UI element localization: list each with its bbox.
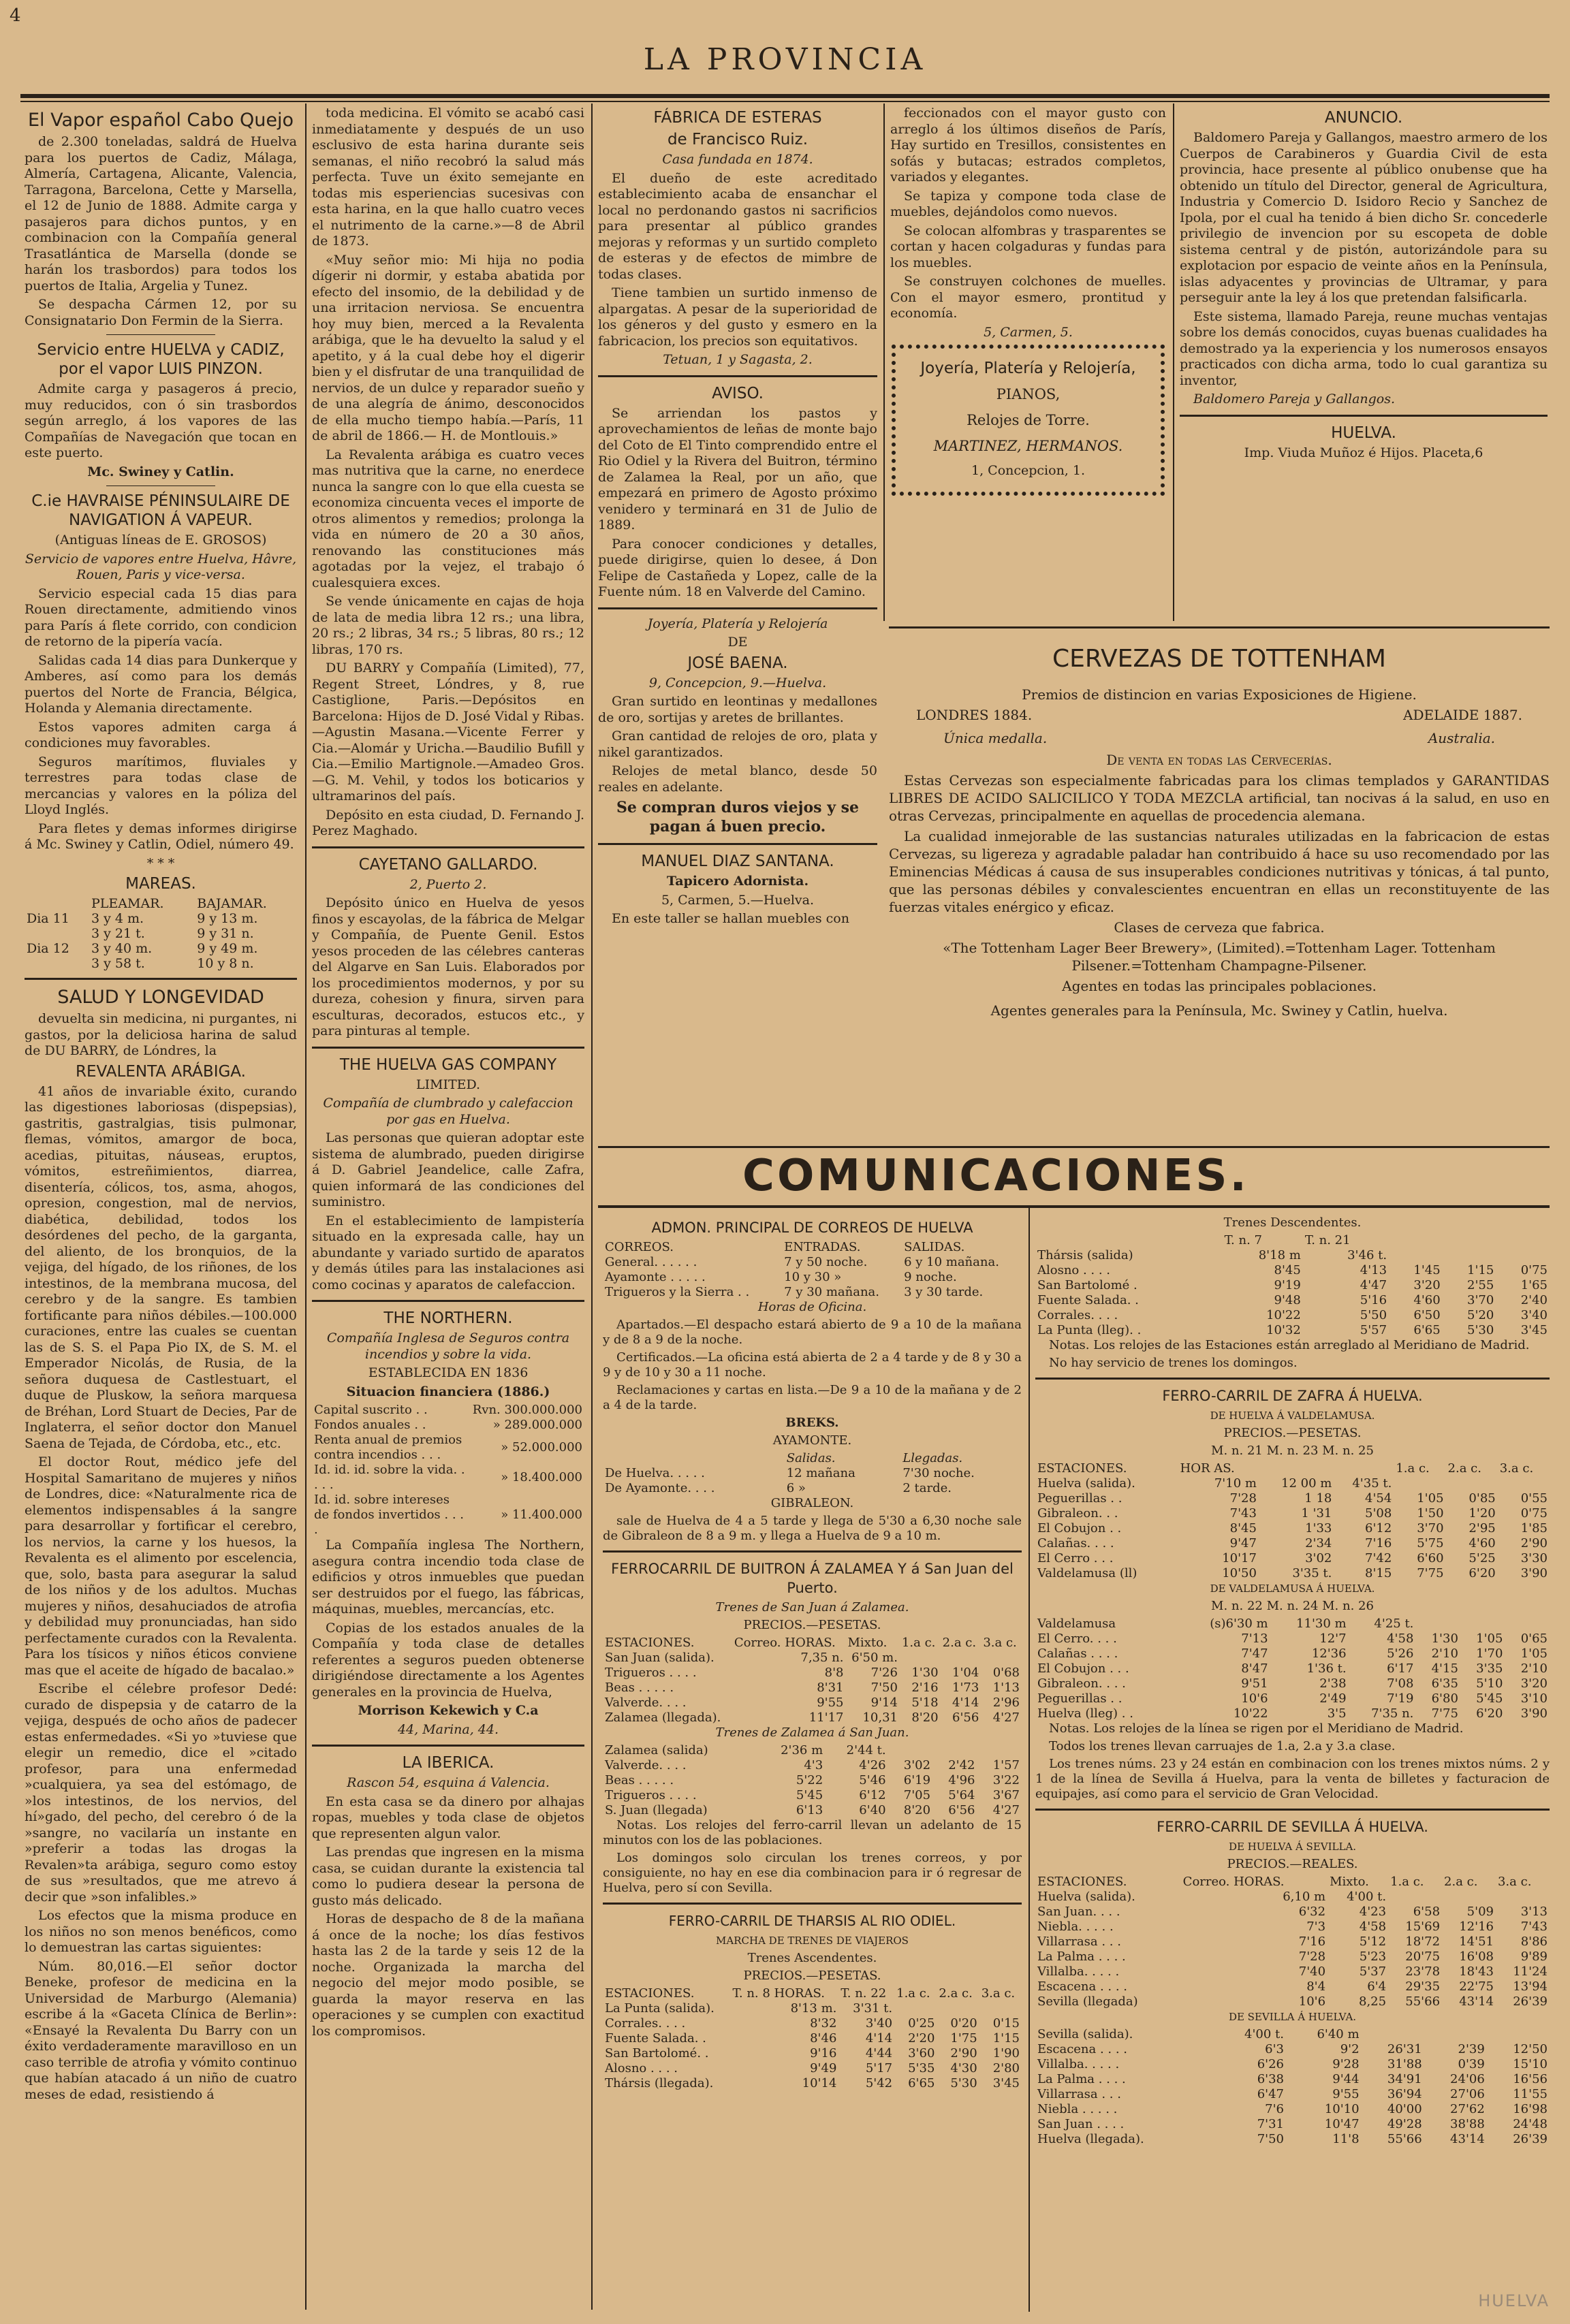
tharsis-asc: Trenes Ascendentes. (747, 1951, 877, 1965)
pinzon-title: Servicio entre HUELVA y CADIZ, por el vapor LUIS PINZON. (37, 341, 285, 378)
baena-p3: Relojes de metal blanco, desde 50 reales en adelante. (598, 763, 877, 795)
zafra-sub: DE HUELVA Á VALDELAMUSA. (1210, 1410, 1375, 1422)
table-row: 3 y 21 t. 9 y 31 n. (91, 926, 254, 941)
revalenta-cont-p1: toda medicina. El vómito se acabó casi inmediatamente y después de un uso esclusivo de esta harina durante seis semanas, el niño recobró la salud más perfecta. Tuve un éxito semejante en todas mis esperiencias sucesivas con esta harina, en la que hallo cuatro veces el nutrimento de la carne.»—8 de Abril de 1873. (312, 106, 584, 249)
column-divider (1173, 104, 1174, 621)
table-row: La Palma . . . . 7'28 5'23 20'75 16'08 9'89 (1037, 1949, 1548, 1964)
table-row: Corrales. . . . 10'22 5'50 6'50 5'20 3'40 (1037, 1308, 1548, 1322)
havraise-p5: Para fletes y demas informes dirigirse á Mc. Swiney y Catlin, Odiel, número 49. (25, 821, 297, 852)
havraise-p2: Salidas cada 14 dias para Dunkerque y Amberes, así como para los demás puertos del Norte de Francia, Bélgica, Holanda y Alemania directamente. (25, 652, 297, 716)
anuncio-body: Baldomero Pareja y Gallangos, maestro armero de los Cuerpos de Carabineros y Guardia Civil de esta provincia, hace presente al público onubense que ha obtenido un título del Director, general de Agricultura, Industria y Comercio D. Isidoro Recio y Sanchez de Ipola, por el cual ha tenido á bien dicho Sr. concederle privilegio de invencion por su escopeta de doble sistema central y de pistón, autorizándole para su explotacion por espacio de veinte años en la Península, islas adyacentes y provincias de Ultramar, y para perseguir ante la ley á los que pretendan falsificarla. (1180, 130, 1548, 305)
zafra-title: FERRO-CARRIL DE ZAFRA Á HUELVA. (1162, 1388, 1423, 1404)
baena-name: JOSÉ BAENA. (687, 654, 788, 672)
column-divider (305, 104, 307, 2310)
northern-tagline: Compañía Inglesa de Seguros contra incendios y sobre la vida. (326, 1331, 570, 1362)
jewel-line-1: Joyería, Platería y Relojería, (920, 360, 1136, 377)
table-row: Alosno . . . . 8'45 4'13 1'45 1'15 0'75 (1037, 1263, 1548, 1277)
table-row: Id. id. id. sobre la vida. . . . . » 18.400.000 (314, 1463, 582, 1492)
table-row: Alosno . . . . 9'49 5'17 5'35 4'30 2'80 (605, 2061, 1020, 2075)
esteras-title: FÁBRICA DE ESTERAS (653, 109, 822, 127)
tottenham-agentes: Agentes en todas las principales poblaciones. (1062, 978, 1377, 994)
comunicaciones-rule-bottom (598, 1205, 1550, 1208)
zafra-mn-2: M. n. 22 M. n. 24 M. n. 26 (1211, 1599, 1374, 1613)
revalenta-cont-p4: Se vende únicamente en cajas de hoja de lata de media libra 12 rs.; una libra, 20 rs.; 2 libras, 34 rs.; 5 libras, 80 rs.; 12 libras, 170 rs. (312, 594, 584, 657)
table-row: Huelva (salida). 6,10 m 4'00 t. (1037, 1890, 1387, 1904)
table-row: Trigueros . . . . 8'8 7'26 1'30 1'04 0'68 (605, 1666, 1020, 1680)
northern-financial: Situacion financiera (1886.) (346, 1384, 550, 1399)
jewel-line-2: PIANOS, (996, 386, 1061, 402)
table-row: Peguerillas . . 7'28 1 18 4'54 1'05 0'85 0'55 (1037, 1491, 1548, 1506)
cabo-quejo-title: El Vapor español Cabo Quejo (27, 110, 294, 131)
diaz-subtitle: Tapicero Adornista. (666, 874, 809, 889)
table-row: San Juan . . . . 7'31 10'47 49'28 38'88 24'48 (1037, 2117, 1548, 2131)
table-row: Beas . . . . . 8'31 7'50 2'16 1'73 1'13 (605, 1681, 1020, 1695)
correos-reclamaciones: Reclamaciones y cartas en lista.—De 9 a 10 de la mañana y de 2 a 4 de la tarde. (603, 1383, 1022, 1412)
zafra-table-1: ESTACIONES. HOR AS. 1.a c. 2.a c. 3.a c. Huelva (salida). 7'10 m 12 00 m 4'35 t. Peguerillas . . 7'28 1 18 4'54 1'05 0'85 0'55 Gibraleon. . . 7'43 1 '31 5'08 1'50 1'20 0'75 El Cobujon . . 8'45 1'33 6'12 3'70 2'95 1'85 Calañas. . . . 9'47 2'34 7'16 5'75 4'60 2'90 El Cerro . . . 10'17 3'02 7'42 6'60 5'25 3'30 Valdelamusa (ll) 10'50 3'35 t. 8'15 7'75 6'20 3'90 (1035, 1461, 1550, 1581)
column-5 (1180, 106, 1548, 623)
table-row: El Cerro . . . 10'17 3'02 7'42 6'60 5'25 3'30 (1037, 1551, 1548, 1565)
diaz-cont-p4: Se construyen colchones de muelles. Con el mayor esmero, prontitud y economía. (890, 274, 1166, 321)
northern-table (312, 1403, 584, 1538)
correos-apartados: Apartados.—El despacho estará abierto de 9 a 10 de la mañana y de 8 a 9 de la noche. (603, 1318, 1022, 1347)
northern-address: 44, Marina, 44. (397, 1721, 499, 1737)
table-row: Niebla . . . . . 7'6 10'10 40'00 27'62 16'98 (1037, 2102, 1548, 2116)
diaz-cont-p1: feccionados con el mayor gusto con arreglo á los últimos diseños de París, Hay surtido en Tresillos, consistentes en sofás y butacas; estrados completos, variados y elegantes. (890, 106, 1166, 185)
gallardo-title: CAYETANO GALLARDO. (358, 855, 538, 874)
pinzon-body: Admite carga y pasageros á precio, muy reducidos, con ó sin trasbordos según arreglo, á los vapores de las Compañías de Navegación que tocan en este puerto. (25, 381, 297, 460)
breks-title: BREKS. (785, 1416, 839, 1430)
tottenham-australia: Australia. (1428, 730, 1495, 746)
tottenham-premios: Premios de distincion en varias Exposiciones de Higiene. (1022, 686, 1417, 703)
table-row: Villarrasa . . . 6'47 9'55 36'94 27'06 11'55 (1037, 2087, 1548, 2101)
correos-horas: Horas de Oficina. (757, 1300, 867, 1314)
zafra-clases: Todos los trenes llevan carruajes de 1.a, 2.a y 3.a clase. (1049, 1739, 1396, 1753)
sevilla-table-2 (1035, 2027, 1550, 2147)
gas-title: THE HUELVA GAS COMPANY (339, 1055, 557, 1074)
buitron-sub: Trenes de San Juan á Zalamea. (715, 1600, 909, 1614)
iberica-address: Rascon 54, esquina á Valencia. (347, 1775, 550, 1790)
tharsis-table: ESTACIONES. T. n. 8 HORAS. T. n. 22 1.a c. 2.a c. 3.a c. La Punta (salida). 8'13 m. 3'31 t. Corrales. . . . 8'32 3'40 0'25 0'20 0'15 Fuente Salada. . 8'46 4'14 2'20 1'75 1'15 San Bartolomé. . 9'16 4'44 3'60 2'90 1'90 Alosno . . . . 9'49 5'17 5'35 4'30 2'80 Thársis (llegada). 10'14 5'42 6'65 5'30 3'45 (603, 1986, 1022, 2091)
tharsis-precios: PRECIOS.—PESETAS. (743, 1969, 881, 1983)
baena-p4: Se compran duros viejos y se pagan á buen precio. (616, 799, 860, 835)
table-row: Villalba. . . . . 6'26 9'28 31'88 0'39 15'10 (1037, 2057, 1548, 2071)
northern-p2: Copias de los estados anuales de la Compañía y toda clase de detalles referentes a seguros pueden obtenerse dirigiéndose directamente a los Agentes generales en la provincia de Huelva, (312, 1620, 584, 1700)
havraise-p4: Seguros marítimos, fluviales y terrestres para todas clase de mercancias y valores en la póliza del Lloyd Inglés. (25, 754, 297, 817)
northern-signature: Morrison Kekewich y C.a (358, 1703, 539, 1718)
table-row: San Juan. . . . 6'32 4'23 6'58 5'09 3'13 (1037, 1905, 1548, 1919)
timetables-right (1035, 1215, 1550, 2312)
zafra-mn: M. n. 21 M. n. 23 M. n. 25 (1211, 1444, 1374, 1458)
martinez-jewelry-box (892, 345, 1165, 496)
table-row: Capital suscrito . . Rvn. 300.000.000 (314, 1403, 582, 1417)
tharsis-title: FERRO-CARRIL DE THARSIS AL RIO ODIEL. (668, 1913, 956, 1929)
diaz-cont-address: 5, Carmen, 5. (984, 324, 1073, 340)
tottenham-rule (889, 626, 1550, 628)
table-row: Thársis (salida) 8'18 m 3'46 t. (1037, 1248, 1387, 1262)
table-row: Thársis (llegada). 10'14 5'42 6'65 5'30 3'45 (605, 2076, 1020, 2090)
havraise-service: Servicio de vapores entre Huelva, Hâvre, Rouen, Paris y vice-versa. (25, 551, 297, 582)
tottenham-p2: La cualidad inmejorable de las sustancias naturales utilizadas en la fabricacion de estas Cervezas, su ligereza y agradable paladar han contribuido á hace su uso recomendado por las Eminencias Médicas á causa de sus insuperables condiciones nutritivas y tónicas, á tal punto, que las personas débiles y convalescientes encuentran en ellas un reconstituyente de las fuerzas vitales enérgico y eficaz. (889, 828, 1550, 915)
masthead: LA PROVINCIA (643, 42, 927, 77)
northern-established: ESTABLECIDA EN 1836 (368, 1365, 529, 1380)
tottenham-brands: «The Tottenham Lager Beer Brewery», (Limited).=Tottenham Lager. Tottenham Pilsener.=Tottenham Champagne-Pilsener. (943, 940, 1496, 974)
iberica-p2: Las prendas que ingresen en la misma casa, se cuidan durante la existencia tal como lo pudiera desear la persona de gusto más delicado. (312, 1845, 584, 1908)
salud-p2: El doctor Rout, médico jefe del Hospital Samaritano de mujeres y niños de Londres, dice: «Naturalmente rica de elementos indispensables á la sangre para desarrollar y fortificar el cerebro, los nervios, la carne y los huesos, la Revalenta es el alimento por escelencia, que, solo, basta para asegurar la salud de los niños y de los adultos. Muchas mujeres y niños, desahuciados de atrofia y debilidad muy pronunciadas, han sido perfectamente curados con la Revalenta. Para los tísicos y niños éticos conviene mas que el aceite de hígado de bacalao.» (25, 1454, 297, 1678)
table-row: Niebla. . . . . 7'3 4'58 15'69 12'16 7'43 (1037, 1920, 1548, 1934)
table-row: Zalamea (salida) 2'36 m 2'44 t. (605, 1743, 886, 1757)
tottenham-generales: Agentes generales para la Península, Mc. Swiney y Catlin, huelva. (990, 1002, 1448, 1019)
tottenham-p1: Estas Cervezas son especialmente fabricadas para los climas templados y GARANTIDAS LIBRES DE ACIDO SALICILICO Y TODA MEZCLA artificial, tan nocivas á la salud, en uso en otras Cervezas, principalmente en aquellas de procedencia alemana. (889, 772, 1550, 824)
page-number: 4 (10, 5, 21, 26)
esteras-title-2: de Francisco Ruiz. (667, 131, 808, 148)
sevilla-title: FERRO-CARRIL DE SEVILLA Á HUELVA. (1157, 1819, 1428, 1835)
table-row: Calañas. . . . 9'47 2'34 7'16 5'75 4'60 2'90 (1037, 1536, 1548, 1550)
table-row: Gibraleon. . . . 9'51 2'38 7'08 6'35 5'10 3'20 (1037, 1676, 1548, 1691)
revalenta-cont-p3: La Revalenta arábiga es cuatro veces mas nutritiva que la carne, no enerdece nunca la sangre con lo que ella cuesta se economiza cincuenta veces el importe de otros alimentos y remedios; prolonga la vida en número de 20 a 30 años, renovando las constituciones más agotadas por la vejez, el trabajo ó cualesquiera exces. (312, 447, 584, 590)
buitron-title: FERROCARRIL DE BUITRON Á ZALAMEA Y á San Juan del Puerto. (611, 1561, 1014, 1596)
table-row: Sevilla (salida). 4'00 t. 6'40 m (1037, 2027, 1360, 2041)
havraise-p1: Servicio especial cada 15 dias para Rouen directamente, admitiendo vinos para París á flete corrido, con condicion de retorno de la pipería vacía. (25, 586, 297, 649)
revalenta-cont-p6: Depósito en esta ciudad, D. Fernando J. Perez Maghado. (312, 807, 584, 838)
aviso-title: AVISO. (712, 384, 764, 402)
column-divider (591, 104, 593, 2310)
table-row: De Ayamonte. . . . 6 » 2 tarde. (605, 1481, 952, 1495)
buitron-table-2 (603, 1743, 1022, 1818)
table-row: San Bartolomé. . 9'16 4'44 3'60 2'90 1'90 (605, 2046, 1020, 2060)
iberica-title: LA IBERICA. (402, 1754, 494, 1772)
table-row: Escacena . . . . 8'4 6'4 29'35 22'75 13'94 (1037, 1979, 1548, 1994)
table-row: El Cerro. . . . 7'13 12'7 4'58 1'30 1'05 0'65 (1037, 1631, 1548, 1646)
sevilla-sub: DE HUELVA Á SEVILLA. (1228, 1841, 1357, 1853)
havraise-title: C.ie HAVRAISE PÉNINSULAIRE DE NAVIGATION Á VAPEUR. (31, 492, 290, 529)
tharsis-sub: MARCHA DE TRENES DE VIAJEROS (716, 1935, 909, 1947)
baena-p1: Gran surtido en leontinas y medallones de oro, sortijas y aretes de brillantes. (598, 694, 877, 725)
table-row: Valdelamusa (s)6'30 m 11'30 m 4'25 t. (1037, 1617, 1414, 1631)
correos-title: ADMON. PRINCIPAL DE CORREOS DE HUELVA (651, 1220, 973, 1236)
table-row: San Bartolomé . 9'19 4'47 3'20 2'55 1'65 (1037, 1278, 1548, 1292)
table-row: Peguerillas . . 10'6 2'49 7'19 6'80 5'45 3'10 (1037, 1691, 1548, 1706)
zafra-table-2 (1035, 1617, 1550, 1721)
desc-domingos: No hay servicio de trenes los domingos. (1049, 1356, 1298, 1370)
salud-p1: 41 años de invariable éxito, curando las digestiones laboriosas (dispepsias), gastritis, gastralgias, tisis pulmonar, flemas, vómitos, amargor de boca, acedias, pituitas, náuseas, eruptos, vómitos, estreñimientos, diarrea, disentería, cólicos, tos, asma, ahogos, opresion, congestion, mal de nervios, diabética, debilidad, todos los desórdenes del pecho, de la garganta, del aliento, de los bronquios, de la vejiga, del hígado, de los riñones, de los intestinos, de la membrana mucosa, del cerebro y de la sangre. Es tambien fortificante para niños débiles.—100.000 curaciones, entre las cuales se cuentan las de S. S. el Papa Pio IX, de S. M. el Emperador Nicolás, de Rusia, de la señora duquesa de Castlestuart, el duque de Pluskow, la señora marquesa de Bréhan, Lord Stuart de Decies, Par de Inglaterra, el señor doctor don Manuel Saena de Tejada, de Córdoba, etc., etc. (25, 1083, 297, 1451)
table-row: La Palma . . . . 6'38 9'44 34'91 24'06 16'56 (1037, 2072, 1548, 2086)
table-row: Id. id. sobre intereses de fondos invertidos . . . . » 11.400.000 (314, 1493, 582, 1537)
diaz-cont-p2: Se tapiza y compone toda clase de muebles, dejándolos como nuevos. (890, 188, 1166, 219)
esteras-address: Tetuan, 1 y Sagasta, 2. (663, 352, 813, 367)
buitron-notas: Notas. Los relojes del ferro-carril llevan un adelanto de 15 minutos con los de las poblaciones. (603, 1818, 1022, 1847)
zafra-precios: PRECIOS.—PESETAS. (1223, 1426, 1362, 1440)
table-row: Calañas . . . . 7'47 12'36 5'26 2'10 1'70 1'05 (1037, 1646, 1548, 1661)
sevilla-sub-2: DE SEVILLA Á HUELVA. (1228, 2011, 1357, 2023)
table-row: S. Juan (llegada) 6'13 6'40 8'20 6'56 4'27 (605, 1803, 1020, 1817)
aviso-p1: Se arriendan los pastos y aprovechamientos de leñas de monte bajo del Coto de El Tinto comprendido entre el Rio Odiel y la Rivera del Buitron, término de Zalamea la Real, por un año, que empezará en primero de Agosto próximo venidero y terminará en 31 de Julio de 1889. (598, 405, 877, 532)
column-3 (598, 106, 877, 1147)
tottenham-clases: Clases de cerveza que fabrica. (1114, 919, 1325, 936)
tottenham-ad (889, 637, 1550, 1022)
table-row: Valdelamusa (ll) 10'50 3'35 t. 8'15 7'75 6'20 3'90 (1037, 1566, 1548, 1580)
table-row: Dia 12 3 y 40 m. 9 y 49 m. (27, 941, 258, 956)
iberica-p1: En esta casa se da dinero por alhajas ropas, muebles y toda clase de objetos que representen algun valor. (312, 1794, 584, 1841)
column-divider (883, 104, 885, 621)
table-row: Huelva (lleg) . . 10'22 3'5 7'35 n. 7'75 6'20 3'90 (1037, 1706, 1548, 1721)
gibraleon-text: sale de Huelva de 4 a 5 tarde y llega de 5'30 a 6,30 noche sale de Gibraleon de 8 a 9 m. y llega a Huelva de 9 a 10 m. (603, 1514, 1022, 1543)
diaz-p1: En este taller se hallan muebles con (612, 911, 849, 926)
stars-divider: * * * (146, 855, 175, 871)
tide-table (25, 896, 297, 971)
esteras-founded: Casa fundada en 1874. (662, 152, 813, 167)
zafra-sub-2: DE VALDELAMUSA Á HUELVA. (1210, 1582, 1375, 1595)
salud-p3: Escribe el célebre profesor Dedé: curado de dispepsia y de catarro de la vejiga, después de ocho años de padecer estas enfermedades. «Si yo »tuviese que elegir un remedio, dice el »citado profesor, para una enfermedad »cualquiera, ya sea del estómago, de »los intestinos, de los nervios, del hí»gado, del pecho, del cerebro ó de la »sangre, no vacilaría un instante en »preferir a todas las drogas la Revalen»ta arábiga, seguro como estoy de sus »resultados, que me atrevo á decir que »son infalibles.» (25, 1681, 297, 1905)
table-row: La Punta (salida). 8'13 m. 3'31 t. (605, 2001, 893, 2016)
gas-subtitle: LIMITED. (415, 1077, 481, 1092)
jewel-line-5: 1, Concepcion, 1. (971, 463, 1086, 478)
anuncio-title: ANUNCIO. (1324, 109, 1403, 127)
table-row: 3 y 58 t. 10 y 8 n. (91, 956, 254, 971)
buitron-table-1: ESTACIONES. Correo. HORAS. Mixto. 1.a c. 2.a c. 3.a c. San Juan (salida). 7,35 n. 6'50 m. Trigueros . . . . 8'8 7'26 1'30 1'04 0'68 Beas . . . . . 8'31 7'50 2'16 1'73 1'13 Valverde. . . . 9'55 9'14 5'18 4'14 2'96 Zalamea (llegada). 11'17 10,31 8'20 6'56 4'27 (603, 1636, 1022, 1725)
anuncio-body-2: Este sistema, llamado Pareja, reune muchas ventajas sobre los demás conocidos, cuyas buenas cualidades ha demostrado ya la experiencia y los numerosos ensayos practicados con dicha arma, todo lo cual garantiza su inventor, (1180, 308, 1548, 388)
huelva-heading: HUELVA. (1331, 424, 1396, 442)
comunicaciones-title: COMUNICACIONES. (742, 1151, 1249, 1201)
masthead-rule (20, 94, 1550, 98)
column-1 (25, 106, 297, 2312)
masthead-rule-thin (20, 101, 1550, 102)
esteras-p2: Tiene tambien un surtido inmenso de alpargatas. A pesar de la superioridad de los géneros y del gusto y esmero en la fabricacion, los precios son equitativos. (598, 285, 877, 349)
baena-address: 9, Concepcion, 9.—Huelva. (648, 675, 827, 690)
diaz-title: MANUEL DIAZ SANTANA. (641, 853, 834, 870)
gallardo-address: 2, Puerto 2. (409, 876, 487, 892)
salud-p4: Los efectos que la misma produce en los niños no son menos benéficos, como lo demuestran las cartas siguientes: (25, 1908, 297, 1955)
column-2 (312, 106, 584, 2312)
baena-p2: Gran cantidad de relojes de oro, plata y nikel garantizados. (598, 729, 877, 760)
tottenham-title: CERVEZAS DE TOTTENHAM (1052, 645, 1386, 673)
cabo-quejo-dispatch: Se despacha Cármen 12, por su Consignatario Don Fermin de la Sierra. (25, 297, 297, 328)
table-row: Corrales. . . . 8'32 3'40 0'25 0'20 0'15 (605, 2016, 1020, 2031)
northern-title: THE NORTHERN. (383, 1309, 513, 1327)
table-row: Zalamea (llegada). 11'17 10,31 8'20 6'56 4'27 (605, 1710, 1020, 1725)
salud-title: SALUD Y LONGEVIDAD (57, 987, 264, 1008)
jewel-line-4: MARTINEZ, HERMANOS. (933, 438, 1123, 454)
gallardo-body: Depósito único en Huelva de yesos finos y escayolas, de la fábrica de Melgar y Compañía, de Puente Genil. Estos yesos proceden de las célebres canteras del Algarve en San Luis. Elaborados por los procedimientos modernos, y por su dureza, cohesion y finura, sirven para esculturas, decorados, estucos etc., y para pinturas al temple. (312, 895, 584, 1038)
tottenham-unica: Única medalla. (943, 730, 1048, 746)
zafra-combinacion: Los trenes núms. 23 y 24 están en combinacion con los trenes mixtos núms. 2 y 1 de la línea de Sevilla á Huelva, para la venta de billetes y facturacion de equipajes, así como para el servicio de Gran Velocidad. (1035, 1757, 1550, 1801)
sevilla-precios: PRECIOS.—REALES. (1227, 1857, 1358, 1871)
table-row: General. . . . . . 7 y 50 noche. 6 y 10 mañana. (605, 1255, 999, 1269)
table-row: Huelva (salida). 7'10 m 12 00 m 4'35 t. (1037, 1476, 1392, 1491)
havraise-subtitle: (Antiguas líneas de E. GROSOS) (54, 532, 267, 547)
esteras-p1: El dueño de este acreditado establecimiento acaba de ensanchar el local no perdonando gastos ni sacrificios para presentar al público grandes mejoras y reformas y un surtido completo de esteras y de efectos de mimbre de todas clases. (598, 170, 877, 282)
correos-certificados: Certificados.—La oficina está abierta de 2 a 4 tarde y de 8 y 30 a 9 y de 10 y 30 a 11 noche. (603, 1350, 1022, 1380)
table-row: San Juan (salida). 7,35 n. 6'50 m. (605, 1651, 898, 1665)
breks-table: Salidas. Llegadas. De Huelva. . . . . 12 mañana 7'30 noche. De Ayamonte. . . . 6 » 2 tarde. (603, 1451, 1022, 1496)
salud-p5: Núm. 80,016.—El señor doctor Beneke, profesor de medicina en la Universidad de Marburgo (Alemania) escribe á la «Gaceta Clínica de Berlin»: «Ensayé la Revalenta Du Barry con un éxito verdaderamente maravilloso en un caso terrible de atrofia y vómito continuo que habían atacado á un niño de cuatro meses de edad, resistiendo á (25, 1958, 297, 2102)
mareas-title: MAREAS. (125, 875, 196, 893)
imprenta: Imp. Viuda Muñoz é Hijos. Placeta,6 (1244, 445, 1483, 460)
diaz-cont-p3: Se colocan alfombras y trasparentes se cortan y hacen colgaduras y fundas para los muebles. (890, 223, 1166, 270)
cabo-quejo-body: de 2.300 toneladas, saldrá de Huelva para los puertos de Cadiz, Málaga, Almería, Cartagena, Alicante, Valencia, Tarragona, Barcelona, Cette y Marsella, el 12 de Junio de 1888. Admite carga y pasajeros para dichos puntos, y en combinacion con la Compañía general Trasatlántica de Marsella (donde se harán los trasbordos) para todos los puertos de Italia, Argelia y Tunez. (25, 134, 297, 293)
table-row: La Punta (lleg). . 10'32 5'57 6'65 5'30 3'45 (1037, 1323, 1548, 1337)
table-row: Valverde. . . . 4'3 4'26 3'02 2'42 1'57 (605, 1758, 1020, 1772)
baena-de: DE (727, 635, 748, 650)
gibraleon-title: GIBRALEON. (770, 1496, 854, 1510)
buitron-domingos: Los domingos solo circulan los trenes correos, y por consiguiente, no hay en ese dia combinacion para ir ó regresar de Huelva, pero sí con Sevilla. (603, 1851, 1022, 1895)
table-row: Huelva (llegada). 7'50 11'8 55'66 43'14 26'39 (1037, 2132, 1548, 2146)
revalenta-name: REVALENTA ARÁBIGA. (76, 1062, 246, 1081)
jewel-line-3: Relojes de Torre. (967, 412, 1090, 428)
timetables-left (603, 1215, 1022, 2312)
gas-p1: Las personas que quieran adoptar este sistema de alumbrado, pueden dirigirse á D. Gabriel Jeandelice, calle Zafra, quien informará de las condiciones del suministro. (312, 1130, 584, 1209)
buitron-sub-2: Trenes de Zalamea á San Juan. (715, 1725, 909, 1740)
comunicaciones-rule (598, 1146, 1550, 1148)
tottenham-adelaide: ADELAIDE 1887. (1403, 707, 1522, 723)
revalenta-cont-p2: «Muy señor mio: Mi hija no podia dígerir ni dormir, y estaba abatida por efecto del insomio, de la debilidad y de una irritacion nerviosa. Se encuentra hoy muy bien, merced a la Revalenta arábiga, que le ha devuelto la salud y el apetito, y á la cual debe hoy el digerir bien y el disfrutar de una tranquilidad de nervios, de un dulce y reparador sueño y de una alegría de ánimo, desconocidos de ella mucho tiempo había.—París, 11 de abril de 1866.— H. de Montlouis.» (312, 252, 584, 443)
baena-title: Joyería, Platería y Relojería (647, 616, 828, 631)
table-row: Villarrasa . . . 7'16 5'12 18'72 14'51 8'86 (1037, 1935, 1548, 1949)
desc-table: T. n. 7 T. n. 21 Thársis (salida) 8'18 m 3'46 t. Alosno . . . . 8'45 4'13 1'45 1'15 0'75 San Bartolomé . 9'19 4'47 3'20 2'55 1'65 Fuente Salada. . 9'48 5'16 4'60 3'70 2'40 Corrales. . . . 10'22 5'50 6'50 5'20 3'40 La Punta (lleg). . 10'32 5'57 6'65 5'30 3'45 (1035, 1233, 1550, 1338)
gas-tagline: Compañía de clumbrado y calefaccion por gas en Huelva. (323, 1096, 574, 1127)
iberica-p3: Horas de despacho de 8 de la mañana á once de la noche; los días festivos hasta las 2 de la tarde y seis 12 de la noche. Organizada la marcha del negocio del mejor modo posible, se guarda la mayor reserva en las operaciones y se cumplen con exactitud los compromisos. (312, 1911, 584, 2039)
diaz-address: 5, Carmen, 5.—Huelva. (661, 892, 815, 908)
zafra-notas: Notas. Los relojes de la línea se rigen por el Meridiano de Madrid. (1049, 1721, 1464, 1736)
table-row: Fuente Salada. . 8'46 4'14 2'20 1'75 1'15 (605, 2031, 1020, 2046)
table-row: El Cobujon . . 8'45 1'33 6'12 3'70 2'95 1'85 (1037, 1521, 1548, 1535)
table-row: Fondos anuales . . » 289.000.000 (314, 1418, 582, 1432)
desc-notas: Notas. Los relojes de las Estaciones están arreglado al Meridiano de Madrid. (1049, 1338, 1530, 1352)
tottenham-london: LONDRES 1884. (916, 707, 1033, 723)
anuncio-signature: Baldomero Pareja y Gallangos. (1193, 392, 1396, 407)
table-row: Sevilla (llegada) 10'6 8,25 55'66 43'14 26'39 (1037, 1994, 1548, 2009)
table-row: Dia 11 3 y 4 m. 9 y 13 m. (27, 911, 258, 926)
revalenta-cont-p5: DU BARRY y Compañía (Limited), 77, Regent Street, Lóndres, y 8, rue Castiglione, Paris.—Depósitos en Barcelona: Hijos de D. José Vidal y Ribas.—Agustin Masana.—Vicente Ferrer y Cia.—Alomár y Uricha.—Baudilio Bufill y Cia.—Emilio Martignole.—Amadeo Gros.—G. M. Vehil, y todos los boticarios y ultramarinos del país. (312, 660, 584, 803)
table-row: Renta anual de premios contra incendios . . . » 52.000.000 (314, 1433, 582, 1462)
table-row: Villalba. . . . . 7'40 5'37 23'78 18'43 11'24 (1037, 1964, 1548, 1979)
salud-intro: devuelta sin medicina, ni purgantes, ni gastos, por la deliciosa harina de salud de DU BARRY, de Lóndres, la (25, 1011, 297, 1058)
sevilla-table-1: ESTACIONES. Correo. HORAS. Mixto. 1.a c. 2.a c. 3.a c. Huelva (salida). 6,10 m 4'00 t. San Juan. . . . 6'32 4'23 6'58 5'09 3'13 Niebla. . . . . 7'3 4'58 15'69 12'16 7'43 Villarrasa . . . 7'16 5'12 18'72 14'51 8'86 La Palma . . . . 7'28 5'23 20'75 16'08 9'89 Villalba. . . . . 7'40 5'37 23'78 18'43 11'24 Escacena . . . . 8'4 6'4 29'35 22'75 13'94 Sevilla (llegada) 10'6 8,25 55'66 43'14 26'39 (1035, 1875, 1550, 2009)
desc-title: Trenes Descendentes. (1223, 1215, 1362, 1230)
table-row: De Huelva. . . . . 12 mañana 7'30 noche. (605, 1466, 975, 1480)
watermark: HUELVA (1478, 2291, 1550, 2310)
correos-table: CORREOS. ENTRADAS. SALIDAS. General. . . . . . 7 y 50 noche. 6 y 10 mañana. Ayamonte . . . . . 10 y 30 » 9 noche. Trigueros y la Sierra . . 7 y 30 mañana. 3 y 30 tarde. (603, 1240, 1022, 1300)
table-row: El Cobujon . . . 8'47 1'36 t. 6'17 4'15 3'35 2'10 (1037, 1661, 1548, 1676)
buitron-precios: PRECIOS.—PESETAS. (743, 1618, 881, 1632)
table-row: Trigueros y la Sierra . . 7 y 30 mañana. 3 y 30 tarde. (605, 1285, 984, 1299)
aviso-p2: Para conocer condiciones y detalles, puede dirigirse, quien lo desee, á Don Felipe de Castañeda y Lopez, calle de la Fuente núm. 18 en Valverde del Camino. (598, 536, 877, 599)
table-row: Trigueros . . . . 5'45 6'12 7'05 5'64 3'67 (605, 1788, 1020, 1802)
tide-head: PLEAMAR. (91, 896, 164, 911)
table-row: Ayamonte . . . . . 10 y 30 » 9 noche. (605, 1270, 957, 1284)
pinzon-signature: Mc. Swiney y Catlin. (87, 464, 234, 479)
column-4 (890, 106, 1166, 623)
table-row: Beas . . . . . 5'22 5'46 6'19 4'96 3'22 (605, 1773, 1020, 1787)
gas-p2: En el establecimiento de lampistería situado en la expresada calle, hay un abundante y variado surtido de aparatos y demás útiles para las instalaciones asi como cocinas y aparatos de calefaccion. (312, 1213, 584, 1292)
havraise-p3: Estos vapores admiten carga á condiciones muy favorables. (25, 719, 297, 750)
column-divider (1029, 1205, 1030, 2312)
northern-p1: La Compañía inglesa The Northern, asegura contra incendio toda clase de edificios y otros inmuebles que puedan ser destruidos por el fuego, las fábricas, máquinas, muebles, mercancías, etc. (312, 1538, 584, 1617)
table-row: Gibraleon. . . 7'43 1 '31 5'08 1'50 1'20 0'75 (1037, 1506, 1548, 1521)
table-row: Valverde. . . . 9'55 9'14 5'18 4'14 2'96 (605, 1696, 1020, 1710)
tide-head: BAJAMAR. (197, 896, 267, 911)
tottenham-venta: De venta en todas las Cervecerías. (1106, 752, 1332, 768)
table-row: Fuente Salada. . 9'48 5'16 4'60 3'70 2'40 (1037, 1293, 1548, 1307)
breks-ayamonte: AYAMONTE. (772, 1433, 852, 1448)
table-row: Escacena . . . . 6'3 9'2 26'31 2'39 12'50 (1037, 2042, 1548, 2056)
